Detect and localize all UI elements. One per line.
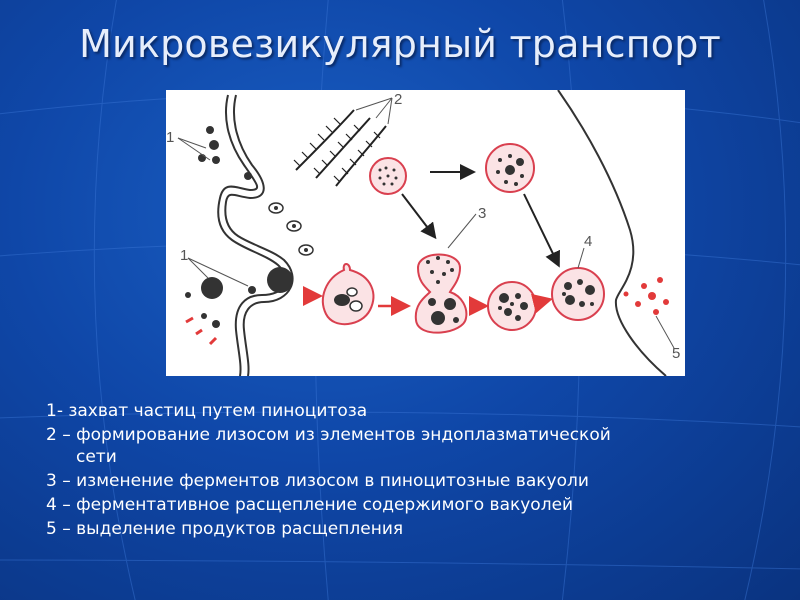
label-4: 4 xyxy=(584,233,593,250)
arrow-lysosome-down-2 xyxy=(524,194,558,264)
leader-line-3 xyxy=(448,214,476,248)
legend-text: 3 – изменение ферментов лизосом в пиноцитозные вакуоли xyxy=(46,471,589,491)
legend-text-continued: сети xyxy=(76,447,117,467)
label-1-bottom: 1 xyxy=(180,247,189,264)
right-membrane xyxy=(558,90,666,376)
small-vesicles xyxy=(269,203,313,255)
legend-item-2 xyxy=(46,424,746,468)
digesting-vacuole xyxy=(488,282,536,330)
primary-lysosome xyxy=(370,158,406,194)
fusing-lysosome-vacuole xyxy=(416,255,467,333)
captured-particles-bottom xyxy=(185,267,293,328)
pinocytic-vacuole xyxy=(323,264,373,324)
lysosome-top-right xyxy=(486,144,534,192)
legend-text: 1- захват частиц путем пиноцитоза xyxy=(46,401,368,421)
slide-title: Микровезикулярный транспорт xyxy=(79,22,721,66)
released-products xyxy=(624,277,670,315)
diagram-svg xyxy=(166,90,685,376)
red-dashes-left xyxy=(186,318,216,344)
legend-item-1 xyxy=(46,400,746,422)
label-2: 2 xyxy=(394,91,403,108)
arrow-lysosome-down-1 xyxy=(402,194,434,236)
legend-item-4 xyxy=(46,494,746,516)
transport-diagram xyxy=(166,90,685,376)
label-1-top: 1 xyxy=(166,129,175,146)
leader-line-4 xyxy=(578,248,584,268)
label-3: 3 xyxy=(478,205,487,222)
legend-text: 5 – выделение продуктов расщепления xyxy=(46,519,404,539)
legend-text: 2 – формирование лизосом из элементов эндоплазматической xyxy=(46,425,611,445)
cell-membrane xyxy=(218,95,292,376)
digestion-vacuole-4 xyxy=(552,268,604,320)
legend-item-5 xyxy=(46,518,746,540)
legend-text: 4 – ферментативное расщепление содержимого вакуолей xyxy=(46,495,574,515)
label-5: 5 xyxy=(672,345,681,362)
legend-item-3 xyxy=(46,470,746,492)
leader-lines-2 xyxy=(356,98,392,124)
legend xyxy=(46,400,746,542)
leader-line-5 xyxy=(656,316,674,348)
